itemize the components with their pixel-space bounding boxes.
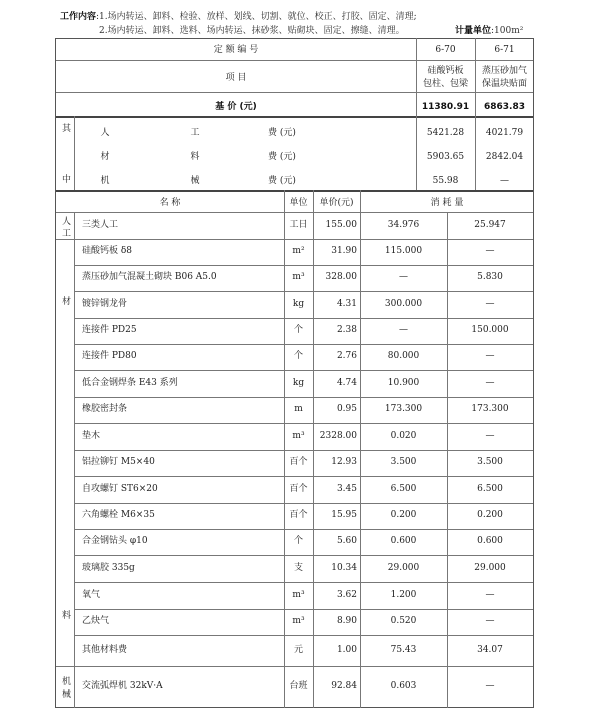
cell-unit: 百个 bbox=[289, 510, 308, 520]
grid-line-v bbox=[284, 190, 285, 708]
cell-name: 硅酸钙板 δ8 bbox=[82, 246, 133, 256]
cell-unit: 个 bbox=[293, 351, 303, 361]
cell-unit: m³ bbox=[292, 431, 305, 441]
breakdown-c1: 材 bbox=[100, 152, 110, 162]
work-content-line-2 bbox=[99, 23, 405, 36]
cell-unit: 台班 bbox=[289, 681, 308, 691]
cell-unit: m² bbox=[292, 246, 305, 256]
cell-name: 自攻螺钉 ST6×20 bbox=[82, 484, 158, 494]
cell-name: 连接件 PD80 bbox=[82, 351, 137, 361]
cell-q2: 34.07 bbox=[477, 645, 503, 655]
category-labor-2: 工 bbox=[62, 229, 72, 239]
cell-q2: — bbox=[485, 681, 495, 691]
cell-q1: — bbox=[399, 325, 408, 335]
grid-line-h bbox=[56, 92, 533, 93]
cell-unit: 百个 bbox=[289, 457, 308, 467]
cell-name: 垫木 bbox=[82, 431, 101, 441]
cell-unit: m³ bbox=[292, 272, 305, 282]
cell-unit: 支 bbox=[293, 563, 303, 573]
cell-q1: 75.43 bbox=[390, 645, 417, 655]
breakdown-group-label-top: 其 bbox=[62, 124, 72, 134]
cell-unit: 百个 bbox=[289, 484, 308, 494]
cell-name: 乙炔气 bbox=[82, 616, 110, 626]
unit-value: :100m² bbox=[491, 26, 524, 36]
grid-line-h bbox=[74, 476, 533, 477]
breakdown-c2: 工 bbox=[190, 128, 200, 138]
header-unit: 单位 bbox=[289, 198, 308, 208]
cell-q2: 25.947 bbox=[474, 220, 506, 230]
breakdown-c1: 机 bbox=[100, 176, 110, 186]
cell-unit: kg bbox=[292, 378, 305, 388]
cell-name: 低合金钢焊条 E43 系列 bbox=[82, 378, 178, 388]
cell-name: 六角螺栓 M6×35 bbox=[82, 510, 155, 520]
cell-price: 8.90 bbox=[336, 616, 357, 626]
cell-price: 2328.00 bbox=[319, 431, 357, 441]
cell-q2: 0.200 bbox=[477, 510, 503, 520]
cell-q2: — bbox=[485, 299, 495, 309]
unit-of-measure bbox=[455, 23, 523, 36]
col-1-name-line-1: 硅酸钙板 bbox=[427, 66, 464, 76]
cell-q1: 173.300 bbox=[384, 404, 423, 414]
breakdown-c2: 料 bbox=[190, 152, 200, 162]
cell-q2: — bbox=[485, 378, 495, 388]
breakdown-c3: 费 (元) bbox=[268, 128, 296, 138]
grid-line-h bbox=[74, 582, 533, 583]
grid-line-v bbox=[74, 116, 75, 190]
cell-price: 328.00 bbox=[325, 272, 357, 282]
grid-line-h bbox=[74, 555, 533, 556]
cell-unit: 个 bbox=[293, 536, 303, 546]
cell-price: 3.45 bbox=[336, 484, 357, 494]
cell-name: 镀锌钢龙骨 bbox=[82, 299, 128, 309]
cell-price: 31.90 bbox=[331, 246, 357, 256]
cell-price: 0.95 bbox=[336, 404, 357, 414]
base-price-col-2: 6863.83 bbox=[484, 102, 525, 112]
grid-line-h bbox=[74, 265, 533, 266]
grid-line-h bbox=[56, 60, 533, 61]
item-label: 项 目 bbox=[225, 73, 247, 83]
header-consumption: 消 耗 量 bbox=[430, 198, 464, 208]
cell-q2: — bbox=[485, 246, 495, 256]
cell-q1: 0.600 bbox=[390, 536, 417, 546]
base-price-col-1: 11380.91 bbox=[421, 102, 470, 112]
cell-unit: 元 bbox=[293, 645, 303, 655]
breakdown-group-label-bottom: 中 bbox=[62, 175, 72, 185]
grid-line-h bbox=[56, 212, 533, 213]
code-col-2: 6-71 bbox=[494, 45, 515, 55]
quota-code-label: 定 额 编 号 bbox=[213, 45, 259, 55]
cell-q1: 34.976 bbox=[387, 220, 420, 230]
grid-line-h bbox=[56, 239, 533, 240]
breakdown-v2: 4021.79 bbox=[485, 128, 524, 138]
cell-q2: — bbox=[485, 351, 495, 361]
breakdown-v1: 5903.65 bbox=[426, 152, 465, 162]
grid-line-h bbox=[74, 318, 533, 319]
cell-price: 1.00 bbox=[336, 645, 357, 655]
cell-q2: — bbox=[485, 590, 495, 600]
cell-name: 交流弧焊机 32kV·A bbox=[82, 681, 163, 691]
cell-unit: m³ bbox=[292, 616, 305, 626]
grid-line-h bbox=[74, 529, 533, 530]
work-content-text-1: :1.场内转运、卸料、检验、放样、划线、切割、就位、校正、打胶、固定、清理; bbox=[96, 12, 417, 22]
cell-price: 15.95 bbox=[331, 510, 357, 520]
grid-line-h bbox=[74, 344, 533, 345]
breakdown-c3: 费 (元) bbox=[268, 152, 296, 162]
breakdown-v2: — bbox=[500, 176, 509, 186]
cell-price: 4.74 bbox=[336, 378, 357, 388]
grid-line-h bbox=[74, 370, 533, 371]
cell-price: 2.76 bbox=[336, 351, 357, 361]
cell-q1: 300.000 bbox=[384, 299, 423, 309]
grid-line-h bbox=[74, 635, 533, 636]
grid-line-h bbox=[56, 190, 533, 192]
cell-q1: 6.500 bbox=[390, 484, 417, 494]
cell-q2: 5.830 bbox=[477, 272, 503, 282]
work-content-text-2: 2.场内转运、卸料、选料、场内转运、抹砂浆、贴砌块、固定、擦缝、清理。 bbox=[99, 26, 405, 36]
grid-line-v bbox=[360, 190, 361, 708]
grid-line-h bbox=[74, 609, 533, 610]
cell-price: 2.38 bbox=[336, 325, 357, 335]
grid-line-h bbox=[56, 666, 533, 667]
work-content-label: 工作内容 bbox=[60, 12, 97, 22]
cell-q2: 29.000 bbox=[474, 563, 506, 573]
breakdown-v1: 5421.28 bbox=[426, 128, 465, 138]
col-2-name-line-1: 蒸压砂加气 bbox=[481, 66, 527, 76]
cell-name: 合金钢钻头 φ10 bbox=[82, 536, 148, 546]
grid-line-v bbox=[74, 212, 75, 708]
cell-q1: 0.603 bbox=[390, 681, 417, 691]
cell-unit: 工日 bbox=[289, 220, 308, 230]
breakdown-c1: 人 bbox=[100, 128, 110, 138]
grid-line-h bbox=[74, 291, 533, 292]
cell-q2: 0.600 bbox=[477, 536, 503, 546]
cell-name: 铝拉铆钉 M5×40 bbox=[82, 457, 155, 467]
header-name: 名 称 bbox=[159, 198, 181, 208]
cell-name: 其他材料费 bbox=[82, 645, 128, 655]
grid-line-v bbox=[313, 190, 314, 708]
grid-line-h bbox=[56, 116, 533, 118]
cell-name: 连接件 PD25 bbox=[82, 325, 137, 335]
grid-line-h bbox=[74, 503, 533, 504]
cell-unit: m³ bbox=[292, 590, 305, 600]
cell-price: 3.62 bbox=[336, 590, 357, 600]
cell-price: 155.00 bbox=[325, 220, 357, 230]
breakdown-v1: 55.98 bbox=[432, 176, 459, 186]
category-material-top: 材 bbox=[62, 297, 72, 307]
breakdown-c3: 费 (元) bbox=[268, 176, 296, 186]
cell-q2: 150.000 bbox=[471, 325, 509, 335]
breakdown-c2: 械 bbox=[190, 176, 200, 186]
base-price-label: 基 价 (元) bbox=[215, 102, 257, 112]
code-col-1: 6-70 bbox=[435, 45, 456, 55]
category-machine-2: 械 bbox=[62, 690, 72, 700]
cell-q1: 10.900 bbox=[387, 378, 420, 388]
category-machine-1: 机 bbox=[62, 677, 72, 687]
cell-q1: — bbox=[399, 272, 408, 282]
cell-price: 10.34 bbox=[331, 563, 357, 573]
grid-line-v bbox=[475, 38, 476, 190]
category-labor-1: 人 bbox=[62, 217, 72, 227]
cell-q2: 173.300 bbox=[471, 404, 509, 414]
breakdown-v2: 2842.04 bbox=[485, 152, 524, 162]
cell-q1: 0.020 bbox=[390, 431, 417, 441]
col-1-name-line-2: 包柱、包梁 bbox=[422, 79, 468, 89]
grid-line-v bbox=[416, 38, 417, 190]
grid-line-h bbox=[74, 397, 533, 398]
cell-name: 橡胶密封条 bbox=[82, 404, 128, 414]
grid-line-h bbox=[74, 450, 533, 451]
cell-q1: 115.000 bbox=[384, 246, 423, 256]
cell-price: 5.60 bbox=[336, 536, 357, 546]
col-2-name-line-2: 保温块贴面 bbox=[481, 79, 527, 89]
cell-unit: m bbox=[294, 404, 303, 414]
cell-name: 氧气 bbox=[82, 590, 101, 600]
cell-q1: 0.200 bbox=[390, 510, 417, 520]
cell-q2: — bbox=[485, 616, 495, 626]
cell-name: 蒸压砂加气混凝土砌块 B06 A5.0 bbox=[82, 272, 217, 282]
header-price: 单价(元) bbox=[319, 198, 354, 208]
cell-q1: 0.520 bbox=[390, 616, 417, 626]
cell-unit: kg bbox=[292, 299, 305, 309]
cell-unit: 个 bbox=[293, 325, 303, 335]
category-material-bottom: 料 bbox=[62, 611, 72, 621]
work-content-line-1 bbox=[60, 9, 417, 22]
cell-q1: 1.200 bbox=[390, 590, 417, 600]
grid-line-h bbox=[74, 423, 533, 424]
cell-q2: 3.500 bbox=[477, 457, 503, 467]
cell-q1: 3.500 bbox=[390, 457, 417, 467]
cell-price: 92.84 bbox=[331, 681, 357, 691]
unit-label: 计量单位 bbox=[455, 26, 492, 36]
cell-price: 12.93 bbox=[331, 457, 357, 467]
cell-price: 4.31 bbox=[336, 299, 357, 309]
cell-q2: — bbox=[485, 431, 495, 441]
cell-q1: 29.000 bbox=[387, 563, 420, 573]
cell-q2: 6.500 bbox=[477, 484, 503, 494]
cell-name: 三类人工 bbox=[82, 220, 119, 230]
cell-q1: 80.000 bbox=[387, 351, 420, 361]
cell-name: 玻璃胶 335g bbox=[82, 563, 135, 573]
